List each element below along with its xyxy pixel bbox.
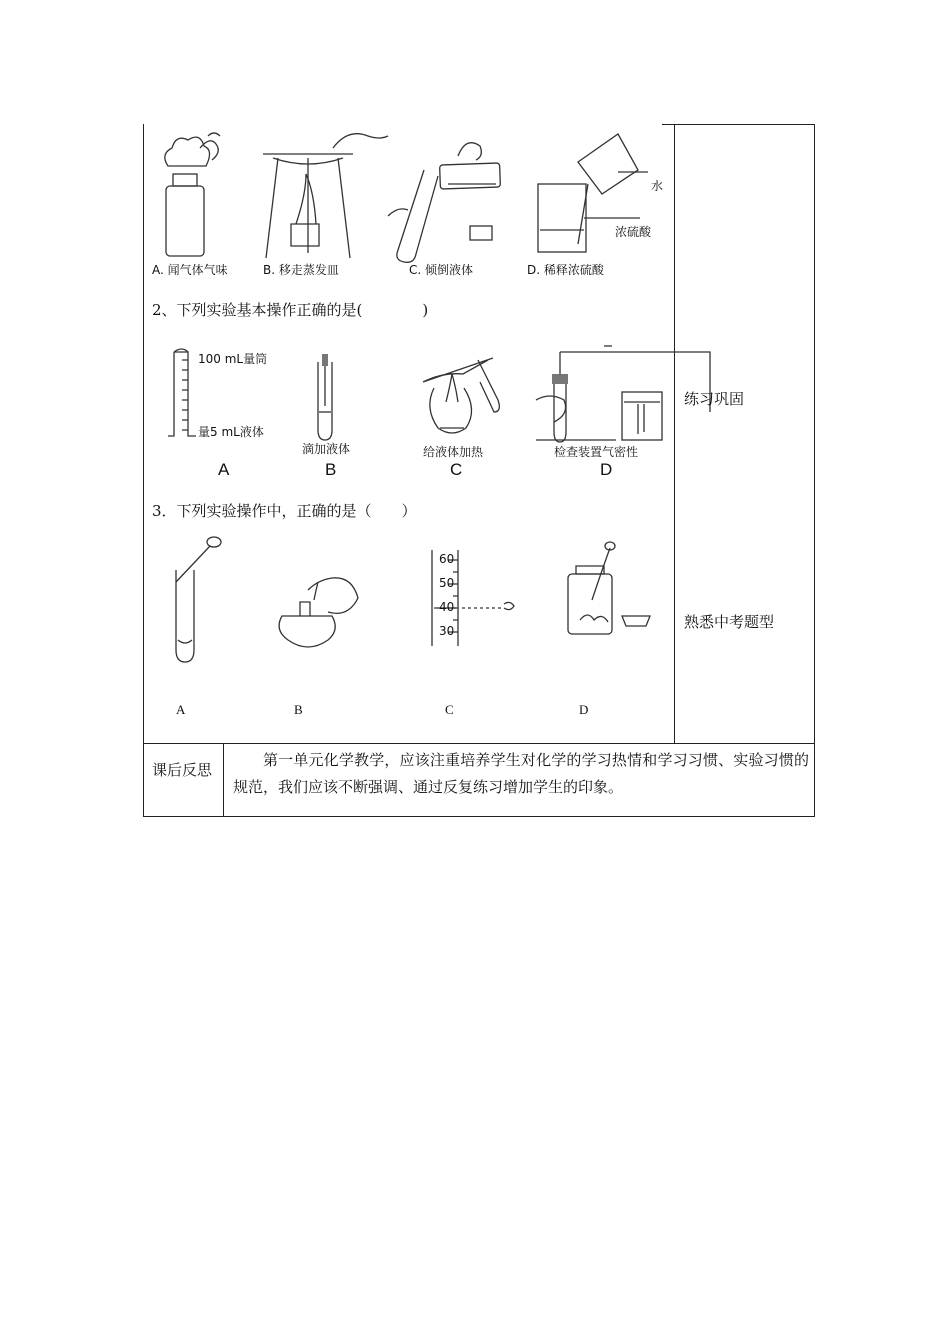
table-col-divider-label: [223, 743, 224, 817]
q3-letter-c: C: [445, 702, 454, 717]
q1-water-label: 水: [651, 179, 664, 193]
q3-scale-tick-40: 40: [439, 600, 455, 614]
table-border-bottom: [143, 816, 815, 817]
q2-question: 2、下列实验基本操作正确的是( ): [152, 301, 429, 319]
table-row-divider: [143, 743, 815, 744]
q3-scale-tick-30: 30: [439, 624, 455, 638]
q2-caption-c: 给液体加热: [423, 445, 484, 459]
q2-letter-a: A: [218, 460, 230, 479]
q1-acid-label: 浓硫酸: [615, 225, 652, 239]
table-border-top: [662, 124, 815, 125]
q3-scale-tick-60: 60: [439, 552, 455, 566]
table-border-left: [143, 124, 144, 817]
reflection-text: 第一单元化学教学，应该注重培养学生对化学的学习热情和学习习惯、实验习惯的规范，我们应该不断强调、通过反复练习增加学生的印象。: [233, 751, 809, 796]
table-border-right: [814, 124, 815, 817]
q2-cylinder-bottom-label: 量5 mL液体: [198, 425, 264, 439]
side-practice-label: 练习巩固: [684, 390, 745, 408]
q1-label-c: C. 倾倒液体: [409, 263, 474, 277]
q3-question: 3．下列实验操作中，正确的是（ ）: [152, 502, 417, 520]
q2-letter-b: B: [325, 460, 337, 479]
q1-label-a: A. 闻气体气味: [152, 263, 228, 277]
q3-scale-tick-50: 50: [439, 576, 455, 590]
q3-letter-b: B: [294, 702, 303, 717]
q2-cylinder-top-label: 100 mL量筒: [198, 352, 268, 366]
table-col-divider-side: [674, 124, 675, 744]
q2-caption-d: 检查装置气密性: [554, 445, 639, 459]
reflection-label: 课后反思: [152, 761, 213, 779]
q1-label-d: D. 稀释浓硫酸: [527, 263, 604, 277]
q3-apparatus-drawing: [148, 530, 668, 670]
q1-apparatus-drawing: [148, 126, 668, 276]
q2-caption-b: 滴加液体: [302, 442, 351, 456]
q2-letter-c: C: [450, 460, 463, 479]
q1-label-b: B. 移走蒸发皿: [263, 263, 339, 277]
q3-letter-a: A: [176, 702, 186, 717]
q3-letter-d: D: [579, 702, 589, 717]
q2-letter-d: D: [600, 460, 613, 479]
side-exam-label: 熟悉中考题型: [684, 613, 775, 631]
